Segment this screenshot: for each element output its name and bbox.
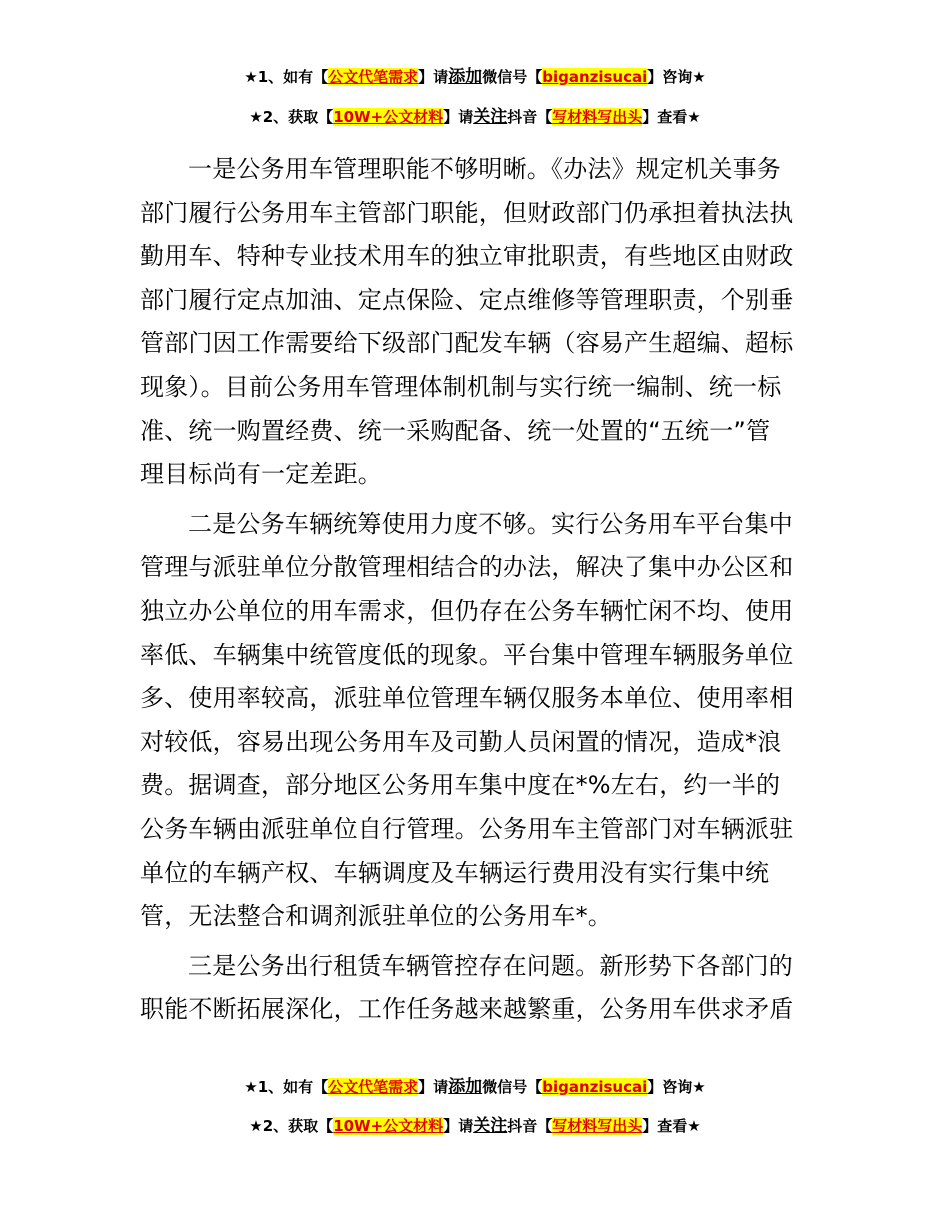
text-line: 理目标尚有一定差距。: [140, 460, 382, 489]
promo-highlight: biganzisucai: [542, 1078, 648, 1096]
promo-text: 】请: [418, 68, 449, 86]
promo-text: 】请: [443, 1117, 474, 1135]
promo-underlined: 添加: [448, 67, 483, 87]
promo-text: ★1、如有【: [244, 1078, 329, 1096]
text-line: 职能不断拓展深化，工作任务越来越繁重，公务用车供求矛盾: [140, 995, 794, 1024]
text-line: 勤用车、特种专业技术用车的独立审批职责，有些地区由财政: [140, 242, 794, 271]
text-line: 对较低，容易出现公务用车及司勤人员闲置的情况，造成*浪: [140, 727, 782, 756]
text-line: 现象）。目前公务用车管理体制机制与实行统一编制、统一标: [140, 372, 782, 401]
text-line: 一是公务用车管理职能不够明晰。《办法》规定机关事务: [188, 155, 781, 183]
footer-promo-line-1: [0, 1076, 950, 1098]
promo-highlight: 公文代笔需求: [328, 68, 419, 86]
promo-highlight: 写材料写出头: [552, 1117, 643, 1135]
promo-underlined: 添加: [448, 1077, 483, 1097]
paragraph-3: [140, 945, 812, 1032]
paragraph-1: [140, 148, 812, 497]
document-body: [140, 148, 812, 1032]
text-line: 准、统一购置经费、统一采购配备、统一处置的“五统一”管: [140, 416, 771, 445]
footer-promo-line-2: [0, 1115, 950, 1137]
text-line: 单位的车辆产权、车辆调度及车辆运行费用没有实行集中统: [140, 858, 770, 887]
header-promo-line-2: [0, 106, 950, 128]
promo-text: 抖音【: [507, 1117, 553, 1135]
promo-text: ★2、获取【: [249, 1117, 334, 1135]
promo-highlight: biganzisucai: [542, 68, 648, 86]
promo-underlined: 关注: [473, 107, 508, 127]
promo-text: 抖音【: [507, 108, 553, 126]
promo-text: 】请: [418, 1078, 449, 1096]
text-line: 部门履行定点加油、定点保险、定点维修等管理职责，个别垂: [140, 285, 794, 314]
promo-text: ★1、如有【: [244, 68, 329, 86]
promo-text: 】咨询★: [647, 1078, 706, 1096]
paragraph-2: [140, 503, 812, 939]
header-promo-line-1: [0, 66, 950, 88]
promo-underlined: 关注: [473, 1116, 508, 1136]
promo-text: ★2、获取【: [249, 108, 334, 126]
text-line: 三是公务出行租赁车辆管控存在问题。新形势下各部门的: [188, 951, 793, 980]
text-line: 管部门因工作需要给下级部门配发车辆（容易产生超编、超标: [140, 329, 794, 358]
promo-highlight: 写材料写出头: [552, 108, 643, 126]
promo-text: 微信号【: [482, 68, 543, 86]
promo-text: 】查看★: [642, 108, 701, 126]
text-line: 部门履行公务用车主管部门职能，但财政部门仍承担着执法执: [140, 198, 794, 227]
promo-highlight: 10W+公文材料: [333, 108, 444, 126]
text-line: 费。据调查，部分地区公务用车集中度在*%左右，约一半的: [140, 771, 781, 800]
promo-text: 微信号【: [482, 1078, 543, 1096]
promo-text: 】咨询★: [647, 68, 706, 86]
text-line: 二是公务车辆统筹使用力度不够。实行公务用车平台集中: [188, 509, 793, 538]
text-line: 管，无法整合和调剂派驻单位的公务用车*。: [140, 902, 612, 931]
text-line: 管理与派驻单位分散管理相结合的办法，解决了集中办公区和: [140, 553, 794, 582]
promo-text: 】查看★: [642, 1117, 701, 1135]
promo-highlight: 10W+公文材料: [333, 1117, 444, 1135]
text-line: 公务车辆由派驻单位自行管理。公务用车主管部门对车辆派驻: [140, 814, 794, 843]
text-line: 多、使用率较高，派驻单位管理车辆仅服务本单位、使用率相: [140, 684, 794, 713]
text-line: 率低、车辆集中统管度低的现象。平台集中管理车辆服务单位: [140, 640, 794, 669]
promo-highlight: 公文代笔需求: [328, 1078, 419, 1096]
promo-text: 】请: [443, 108, 474, 126]
text-line: 独立办公单位的用车需求，但仍存在公务车辆忙闲不均、使用: [140, 596, 794, 625]
